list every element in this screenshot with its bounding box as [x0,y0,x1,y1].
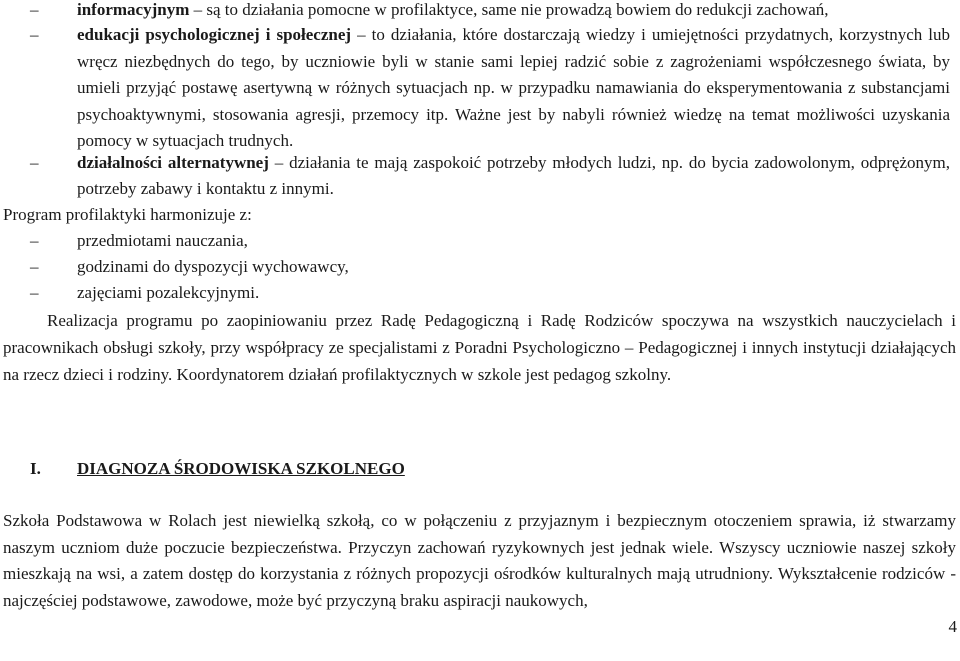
section-heading [30,456,405,482]
bullet-item-alternatywna [30,150,950,202]
bullet-term: działalności alternatywnej [77,153,269,172]
program-item-text: przedmiotami nauczania, [77,231,248,250]
dash-marker: – [30,0,39,19]
dash-marker: – [30,283,39,302]
program-item-text: zajęciami pozalekcyjnymi. [77,283,260,302]
bullet-text [77,22,950,155]
dash-marker: – [30,257,39,276]
section-number: I. [30,459,41,478]
program-item [30,254,950,280]
section-title: DIAGNOZA ŚRODOWISKA SZKOLNEGO [77,459,405,478]
page-number: 4 [948,617,957,636]
dash-marker: – [30,153,39,172]
program-item [30,280,950,306]
bullet-text [77,0,950,23]
dash-marker: – [30,25,39,44]
program-intro: Program profilaktyki harmonizuje z: [3,205,252,224]
bullet-item-edukacja [30,22,950,155]
bullet-description: – są to działania pomocne w profilaktyce, same nie prowadzą bowiem do redukcji zachowań, [189,0,829,19]
program-item-text: godzinami do dyspozycji wychowawcy, [77,257,349,276]
bullet-description: – działania te mają zaspokoić potrzeby młodych ludzi, np. do bycia zadowolonym, odprężonym, potrzeby zabawy i kontaktu z innymi. [77,153,950,198]
diagnosis-paragraph: Szkoła Podstawowa w Rolach jest niewielką szkołą, co w połączeniu z przyjaznym i bezpiecznym otoczeniem sprawia, iż stwarzamy naszym uczniom duże poczucie bezpieczeństwa. Przyczyn zachowań ryzykownych jest jednak wiele. Wszyscy uczniowie naszej szkoły mieszkają na wsi, a zatem dostęp do korzystania z różnych propozycji ośrodków kulturalnych mają utrudniony. Wykształcenie rodziców - najczęściej podstawowe, zawodowe, może być przyczyną braku aspiracji naukowych, [3,511,956,610]
bullet-description: – to działania, które dostarczają wiedzy i umiejętności przydatnych, korzystnych lub wręcz niezbędnych do tego, by uczniowie byli w stanie sami lepiej radzić sobie z zagrożeniami współczesnego świata, by umieli przyjąć postawę asertywną w różnych sytuacjach np. w przypadku namawiania do eksperymentowania z substancjami psychoaktywnymi, stosowania agresji, przemocy itp. Ważne jest by nabyli również wiedzę na temat możliwości uzyskania pomocy w sytuacjach trudnych. [77,25,950,151]
bullet-item-informacyjnym [30,0,950,23]
realization-paragraph: Realizacja programu po zaopiniowaniu przez Radę Pedagogiczną i Radę Rodziców spoczywa na wszystkich nauczycielach i pracownikach obsługi szkoły, przy współpracy ze specjalistami z Poradni Psychologiczno – Pedagogicznej i innych instytucji działających na rzecz dzieci i rodziny. Koordynatorem działań profilaktycznych w szkole jest pedagog szkolny. [3,311,956,384]
bullet-term: informacyjnym [77,0,190,19]
bullet-text [77,150,950,202]
dash-marker: – [30,231,39,250]
bullet-term: edukacji psychologicznej i społecznej [77,25,352,44]
program-item [30,228,950,254]
